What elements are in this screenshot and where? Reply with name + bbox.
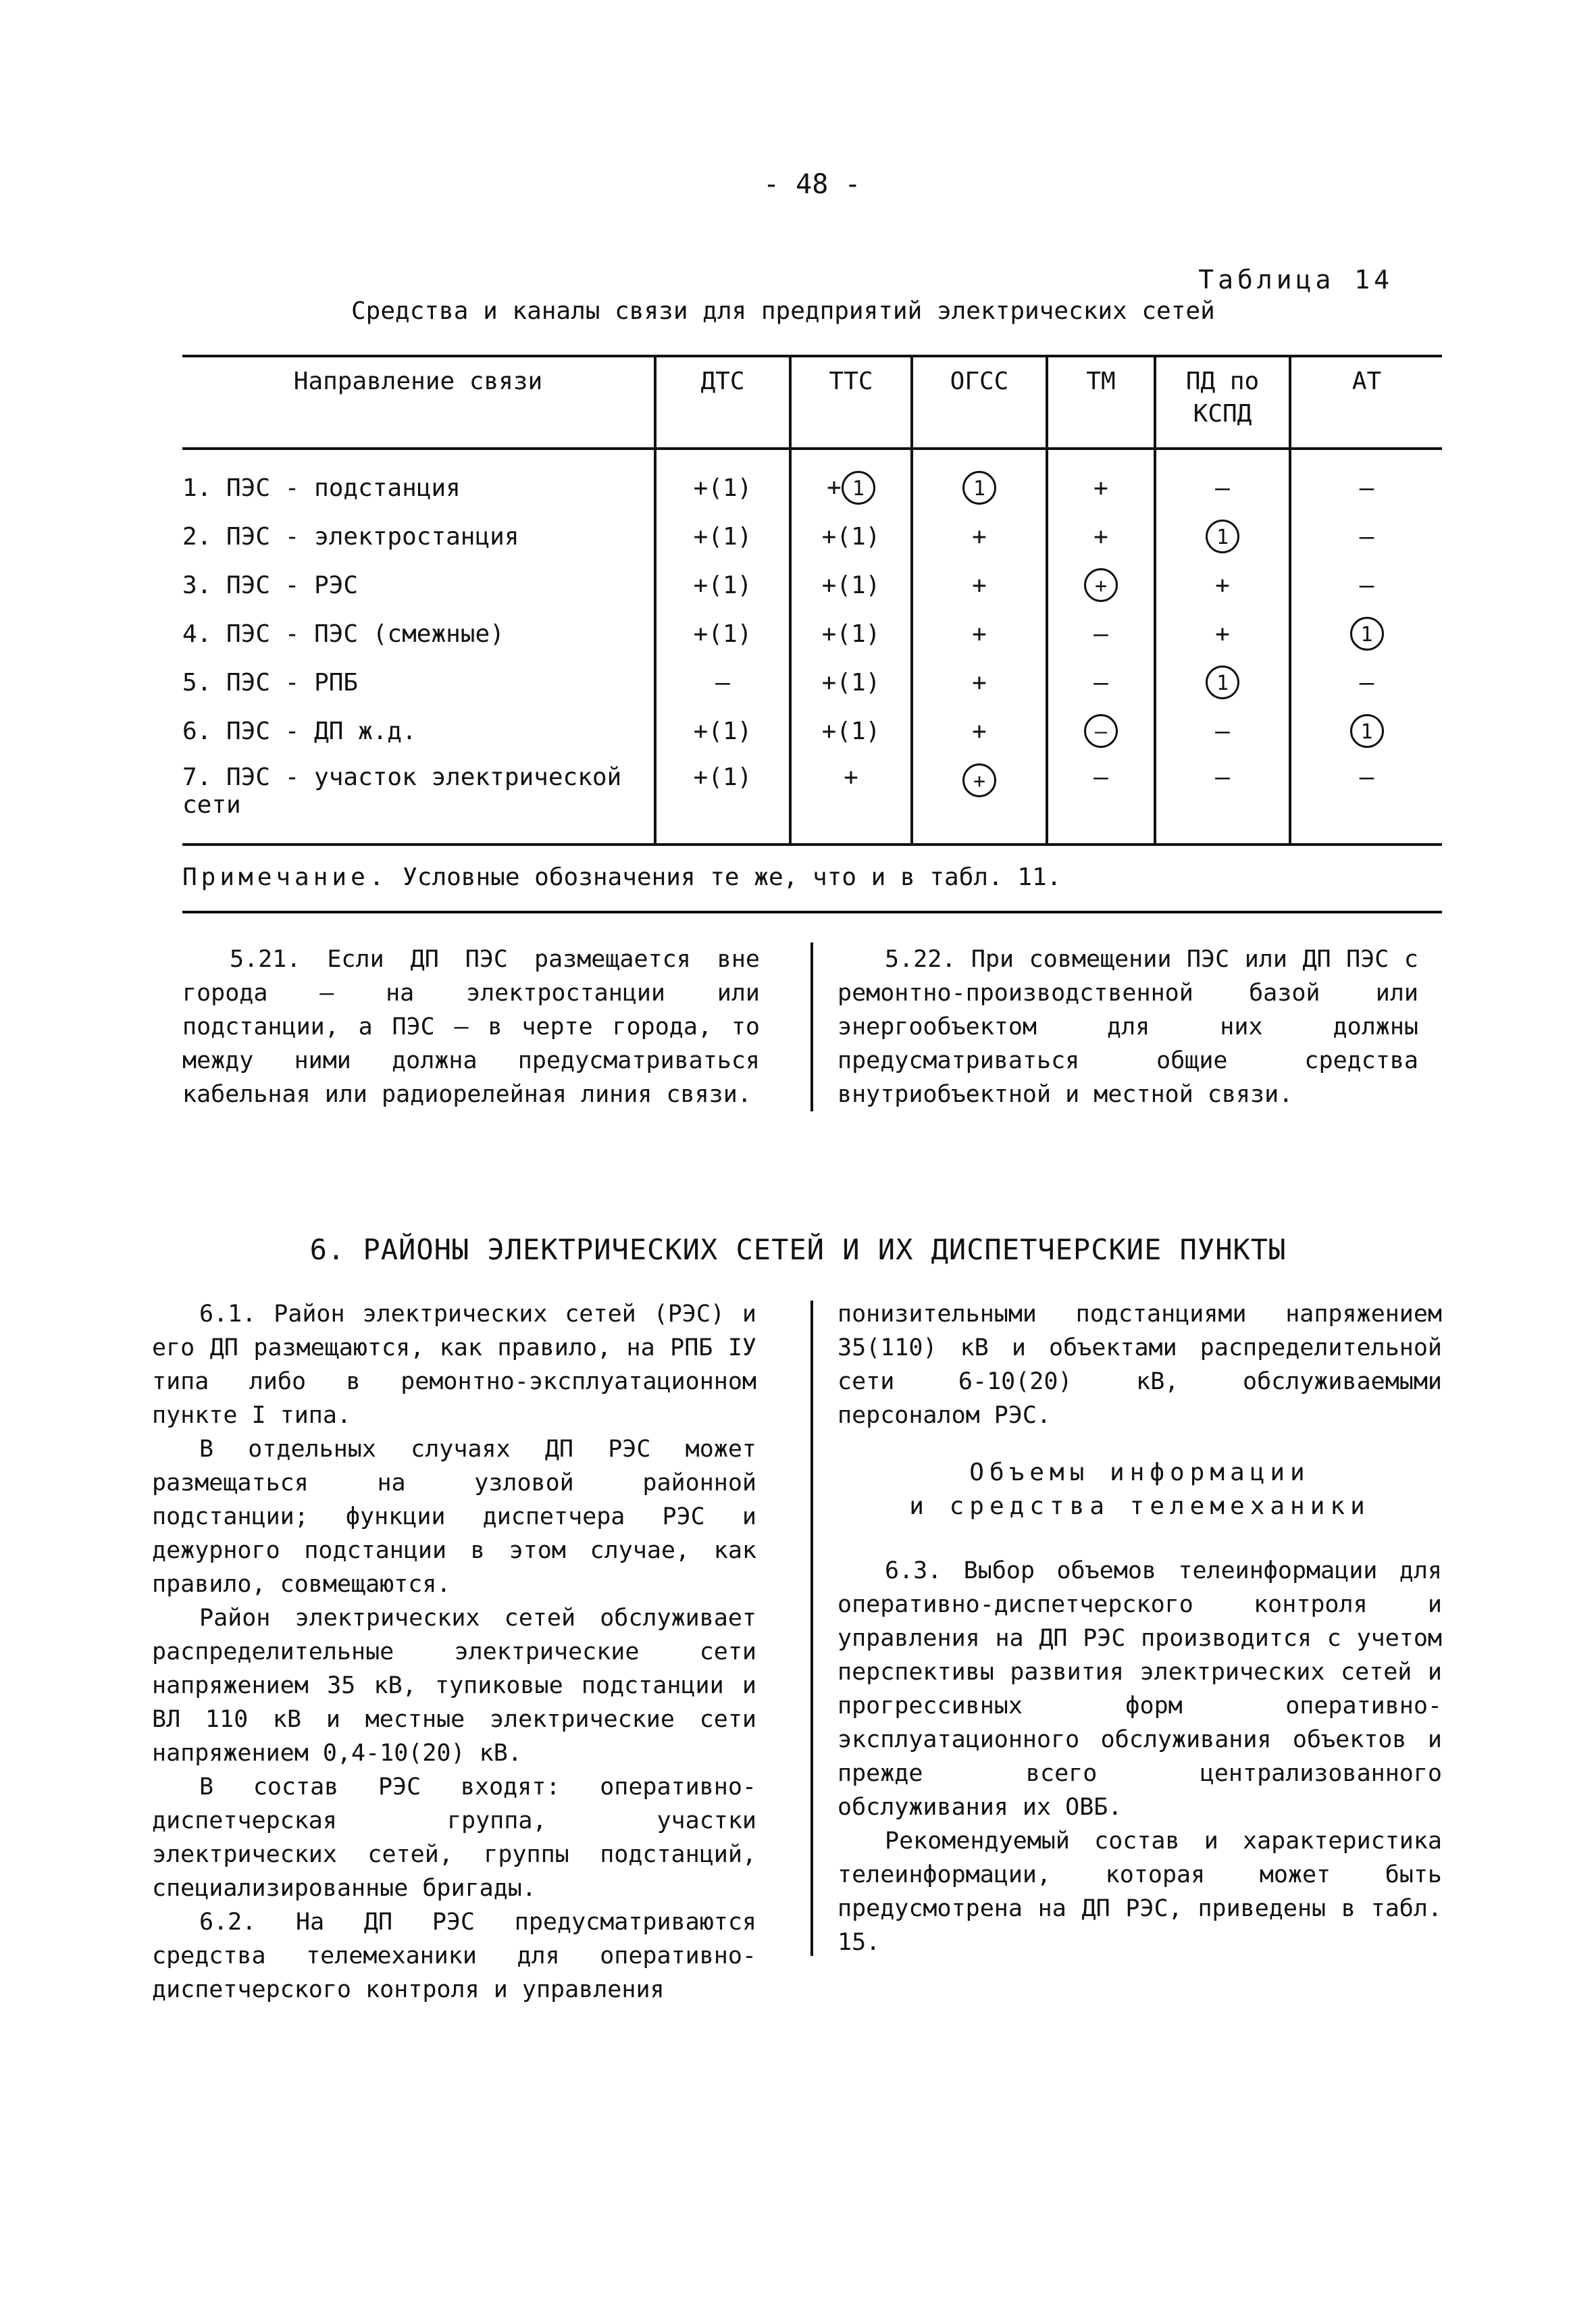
table-row <box>182 561 1442 609</box>
cell-value: +(1) <box>821 571 881 599</box>
table-cell <box>912 658 1047 707</box>
paragraph-5-22-text: 5.22. При совмещении ПЭС или ДП ПЭС с ремонтно-производственной базой или энергообъектом для них должны предусматриваться общие средства внутриобъектной и местной связи. <box>838 946 1418 1108</box>
table-cell <box>1155 609 1290 658</box>
table-cell <box>1047 512 1155 561</box>
table-cell <box>1290 561 1442 609</box>
table-cell <box>655 707 790 755</box>
table-cell <box>912 561 1047 609</box>
cell-value: – <box>1093 668 1108 697</box>
column-divider <box>810 942 813 1111</box>
cell-value: +(1) <box>821 620 881 648</box>
circled-mark-icon: + <box>962 763 996 797</box>
page-number: - 48 - <box>763 169 861 200</box>
table-cell <box>790 755 912 845</box>
col-header-tm: ТМ <box>1047 356 1155 449</box>
paragraph: Рекомендуемый состав и характеристика телеинформации, которая может быть предусмотрена на ДП РЭС, приведены в табл. 15. <box>838 1828 1442 1956</box>
cell-value: + <box>972 620 987 648</box>
cell-value: + <box>1215 620 1230 648</box>
note-label: Примечание. <box>182 863 388 891</box>
cell-value: – <box>1093 620 1108 648</box>
table-cell <box>1290 449 1442 512</box>
table-cell <box>790 609 912 658</box>
table-label: Таблица 14 <box>1198 265 1393 295</box>
divider <box>182 911 1442 913</box>
table-cell <box>655 512 790 561</box>
paragraph-continuation: понизительными подстанциями напряжением 35(110) кВ и объектами распределительной сети 6-10(20) кВ, обслуживаемыми персоналом РЭС. <box>838 1301 1442 1429</box>
communication-table <box>182 355 1442 846</box>
paragraph: В отдельных случаях ДП РЭС может размещаться на узловой районной подстанции; функции диспетчера РЭС и дежурного подстанции в этом случае, как правило, совмещаются. <box>152 1436 756 1598</box>
table-cell <box>1047 561 1155 609</box>
cell-value: – <box>1215 474 1230 502</box>
table-cell <box>1290 707 1442 755</box>
table-cell <box>1290 512 1442 561</box>
subheading-line-1: Объемы информации <box>969 1459 1310 1486</box>
table-cell <box>1047 609 1155 658</box>
table-row <box>182 707 1442 755</box>
paragraph: Район электрических сетей обслуживает распределительные электрические сети напряжением 35 кВ, тупиковые подстанции и ВЛ 110 кВ и местные электрические сети напряжением 0,4-10(20) кВ. <box>152 1605 756 1767</box>
col-header-at: АТ <box>1290 356 1442 449</box>
cell-value: – <box>1359 763 1374 791</box>
cell-value: + <box>972 717 987 745</box>
paragraph-6-1: 6.1. Район электрических сетей (РЭС) и его ДП размещаются, как правило, на РПБ IУ типа либо в ремонтно-эксплуатационном пункте I типа. <box>152 1301 756 1429</box>
paragraph-6-2: 6.2. На ДП РЭС предусматриваются средства телемеханики для оперативно-диспетчерского контроля и управления <box>152 1909 756 2003</box>
section-6-right-column-lower <box>838 1554 1442 1959</box>
circled-mark-icon: 1 <box>1206 665 1239 699</box>
note-text: Условные обозначения те же, что и в табл. 11. <box>403 863 1062 891</box>
table-cell <box>1047 658 1155 707</box>
row-direction: 4. ПЭС - ПЭС (смежные) <box>182 620 505 648</box>
table-caption: Средства и каналы связи для предприятий электрических сетей <box>351 297 1215 325</box>
row-direction: 7. ПЭС - участок электрической сети <box>182 755 655 845</box>
table-cell <box>790 658 912 707</box>
cell-value: – <box>1359 668 1374 697</box>
table-cell <box>912 449 1047 512</box>
table-cell <box>790 561 912 609</box>
section-6-right-column <box>838 1297 1442 1432</box>
row-direction: 6. ПЭС - ДП ж.д. <box>182 717 417 745</box>
table-cell <box>655 658 790 707</box>
row-direction: 5. ПЭС - РПБ <box>182 668 359 697</box>
table-cell <box>1155 512 1290 561</box>
cell-value: +(1) <box>693 763 752 791</box>
table-cell <box>790 449 912 512</box>
paragraph-5-22 <box>838 942 1418 1111</box>
table-cell <box>655 755 790 845</box>
cell-value: +(1) <box>693 522 752 551</box>
cell-value: – <box>1215 763 1230 791</box>
table-cell <box>1155 707 1290 755</box>
cell-value: + <box>1093 474 1108 502</box>
subheading-line-2: и средства телемеханики <box>909 1492 1370 1520</box>
section-6-heading: 6. РАЙОНЫ ЭЛЕКТРИЧЕСКИХ СЕТЕЙ И ИХ ДИСПЕТЧЕРСКИЕ ПУНКТЫ <box>309 1233 1287 1266</box>
cell-value: + <box>972 522 987 551</box>
circled-mark-icon: 1 <box>1206 520 1239 553</box>
cell-value: + <box>972 571 987 599</box>
paragraph-5-21 <box>182 942 760 1111</box>
cell-value: + <box>827 474 842 501</box>
section-6-left-column <box>152 1297 756 2007</box>
table-cell <box>912 609 1047 658</box>
table-cell <box>912 512 1047 561</box>
table-cell <box>1290 609 1442 658</box>
cell-value: + <box>1215 571 1230 599</box>
cell-value: + <box>1093 522 1108 551</box>
row-direction: 3. ПЭС - РЭС <box>182 571 359 599</box>
table-row <box>182 449 1442 512</box>
cell-value: – <box>715 668 730 697</box>
table-note <box>182 863 1061 891</box>
cell-value: – <box>1359 522 1374 551</box>
cell-value: – <box>1359 571 1374 599</box>
table-cell <box>790 707 912 755</box>
cell-value: +(1) <box>693 717 752 745</box>
table-row <box>182 512 1442 561</box>
table-row <box>182 658 1442 707</box>
row-direction: 1. ПЭС - подстанция <box>182 474 461 502</box>
col-header-pd: ПД по КСПД <box>1155 356 1290 449</box>
table-cell <box>1047 755 1155 845</box>
col-header-ogss: ОГСС <box>912 356 1047 449</box>
cell-value: +(1) <box>821 717 881 745</box>
table-row <box>182 609 1442 658</box>
cell-value: +(1) <box>693 571 752 599</box>
table-cell <box>790 512 912 561</box>
col-header-dts: ДТС <box>655 356 790 449</box>
cell-value: – <box>1359 474 1374 502</box>
table-cell <box>1047 707 1155 755</box>
cell-value: – <box>1215 717 1230 745</box>
table-row <box>182 755 1442 845</box>
circled-mark-icon: 1 <box>1350 617 1384 651</box>
cell-value: +(1) <box>693 620 752 648</box>
table-cell <box>912 755 1047 845</box>
table-cell <box>912 707 1047 755</box>
cell-value: +(1) <box>821 668 881 697</box>
table-cell <box>655 449 790 512</box>
column-divider <box>810 1301 813 1956</box>
cell-value: + <box>972 668 987 697</box>
circled-mark-icon: + <box>1084 568 1118 602</box>
circled-mark-icon: 1 <box>962 471 996 505</box>
paragraph-6-3: 6.3. Выбор объемов телеинформации для оперативно-диспетчерского контроля и управления на ДП РЭС производится с учетом перспективы развития электрических сетей и прогрессивных форм оперативно-эксплуатационного обслуживания объектов и прежде всего централизованного обслуживания их ОВБ. <box>838 1557 1442 1821</box>
circled-mark-icon: 1 <box>842 471 875 505</box>
col-header-tts: ТТС <box>790 356 912 449</box>
table-cell <box>1290 755 1442 845</box>
paragraph: В состав РЭС входят: оперативно-диспетчерская группа, участки электрических сетей, группы подстанций, специализированные бригады. <box>152 1774 756 1902</box>
table-cell <box>1155 658 1290 707</box>
cell-value: +(1) <box>693 474 752 502</box>
table-cell <box>655 609 790 658</box>
cell-value: – <box>1093 763 1108 791</box>
table-cell <box>1047 449 1155 512</box>
table-cell <box>1155 561 1290 609</box>
circled-mark-icon: 1 <box>1350 714 1384 748</box>
col-header-direction: Направление связи <box>182 356 655 449</box>
row-direction: 2. ПЭС - электростанция <box>182 522 519 551</box>
paragraph-5-21-text: 5.21. Если ДП ПЭС размещается вне города — на электростанции или подстанции, а ПЭС — в черте города, то между ними должна предусматриваться кабельная или радиорелейная линия связи. <box>182 946 760 1108</box>
circled-mark-icon: – <box>1084 714 1118 748</box>
cell-value: + <box>844 763 858 791</box>
subheading <box>838 1456 1442 1524</box>
table-cell <box>1155 755 1290 845</box>
table-cell <box>655 561 790 609</box>
table-header-row <box>182 356 1442 449</box>
table-cell <box>1290 658 1442 707</box>
cell-value: +(1) <box>821 522 881 551</box>
table-cell <box>1155 449 1290 512</box>
